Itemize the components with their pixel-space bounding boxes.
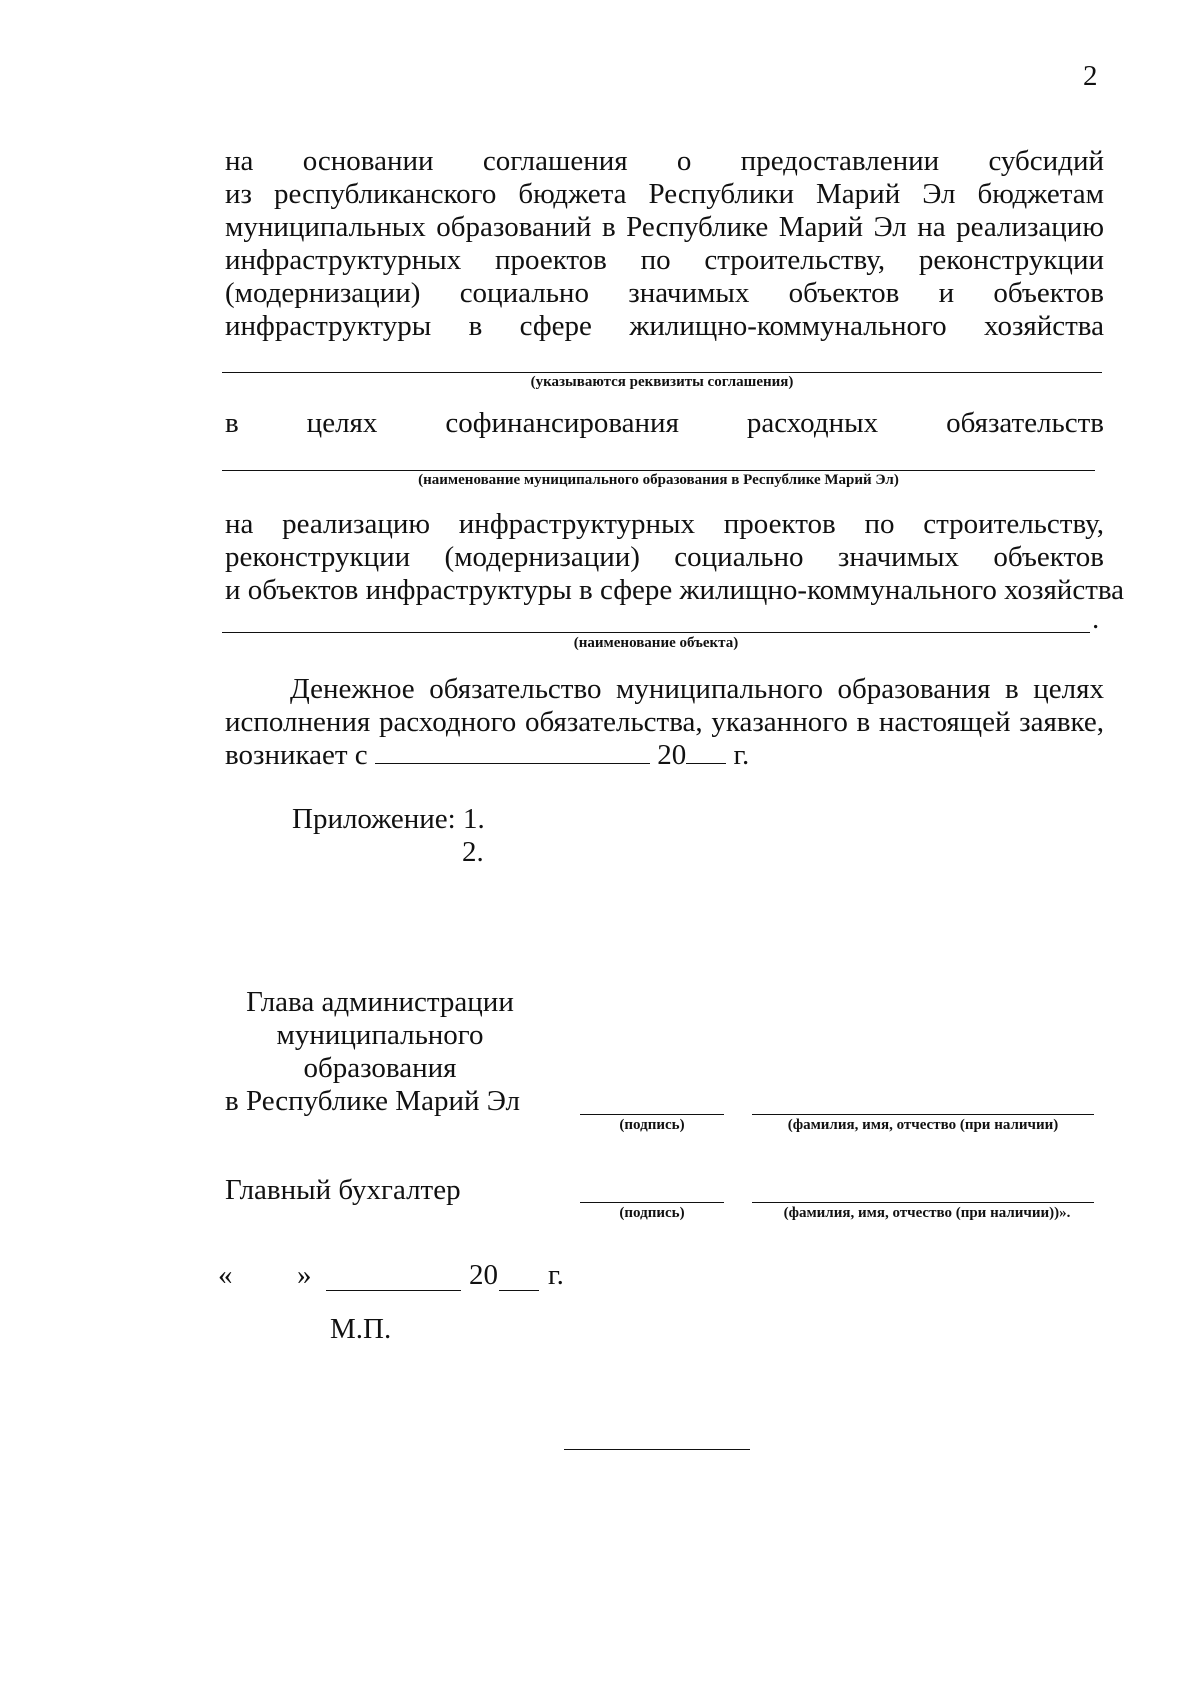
caption-signature: (подпись) [619, 1117, 685, 1133]
para1-line-2: из республиканского бюджета Республики Марий Эл бюджетам [225, 178, 1104, 210]
para3-tail-year: 20 [657, 739, 687, 771]
para2-line-3: и объектов инфраструктуры в сфере жилищно-коммунального хозяйства [225, 574, 1125, 606]
para3-tail [225, 739, 749, 772]
caption-object: (наименование объекта) [573, 635, 739, 651]
head-title-line-3: образования [303, 1052, 457, 1084]
page-number: 2 [1083, 60, 1098, 92]
para1-line-6: инфраструктуры в сфере жилищно-коммунального хозяйства [225, 310, 1104, 342]
head-signature-rule [580, 1114, 724, 1115]
caption-fio: (фамилия, имя, отчество (при наличии) [787, 1117, 1059, 1133]
para3-tail-prefix: возникает с [225, 739, 368, 771]
start-year-blank [686, 739, 726, 764]
closing-rule [564, 1449, 750, 1450]
para2-line-1: на реализацию инфраструктурных проектов по строительству, [225, 508, 1104, 540]
head-fio-rule [752, 1114, 1094, 1115]
start-date-blank [375, 739, 650, 764]
agreement-rule [222, 372, 1102, 373]
date-month-rule [326, 1290, 461, 1291]
date-suffix: г. [548, 1259, 564, 1291]
para1-line-5: (модернизации) социально значимых объектов и объектов [225, 277, 1104, 309]
head-title-line-4: в Республике Марий Эл [225, 1085, 520, 1117]
para1-line-3: муниципальных образований в Республике Марий Эл на реализацию [225, 211, 1104, 243]
object-rule [222, 632, 1090, 633]
para2-line-2: реконструкции (модернизации) социально значимых объектов [225, 541, 1104, 573]
para3-line-2: исполнения расходного обязательства, указанного в настоящей заявке, [225, 706, 1104, 738]
accountant-signature-rule [580, 1202, 724, 1203]
head-title-line-1: Глава администрации [246, 986, 514, 1018]
caption-fio-2: (фамилия, имя, отчество (при наличии))». [783, 1205, 1071, 1221]
object-line-end: . [1092, 603, 1100, 635]
seal-label: М.П. [330, 1313, 392, 1345]
date-open-quote: « [218, 1259, 233, 1291]
chief-accountant-label: Главный бухгалтер [225, 1174, 461, 1206]
date-year-rule [499, 1290, 539, 1291]
caption-municipality: (наименование муниципального образования в Республике Марий Эл) [418, 472, 899, 488]
para3-tail-suffix: г. [733, 739, 750, 771]
municipality-rule [222, 470, 1095, 471]
head-title-line-2: муниципального [276, 1019, 484, 1051]
caption-agreement: (указываются реквизиты соглашения) [530, 374, 794, 390]
appendix-label: Приложение: 1. [292, 803, 485, 835]
caption-signature-2: (подпись) [619, 1205, 685, 1221]
purpose-line: в целях софинансирования расходных обязательств [225, 407, 1104, 439]
date-year: 20 [469, 1259, 498, 1291]
accountant-fio-rule [752, 1202, 1094, 1203]
date-close-quote: » [297, 1259, 312, 1291]
appendix-item-2: 2. [462, 836, 484, 868]
para1-line-1: на основании соглашения о предоставлении субсидий [225, 145, 1104, 177]
para1-line-4: инфраструктурных проектов по строительству, реконструкции [225, 244, 1104, 276]
para3-line-1: Денежное обязательство муниципального образования в целях [290, 673, 1104, 705]
